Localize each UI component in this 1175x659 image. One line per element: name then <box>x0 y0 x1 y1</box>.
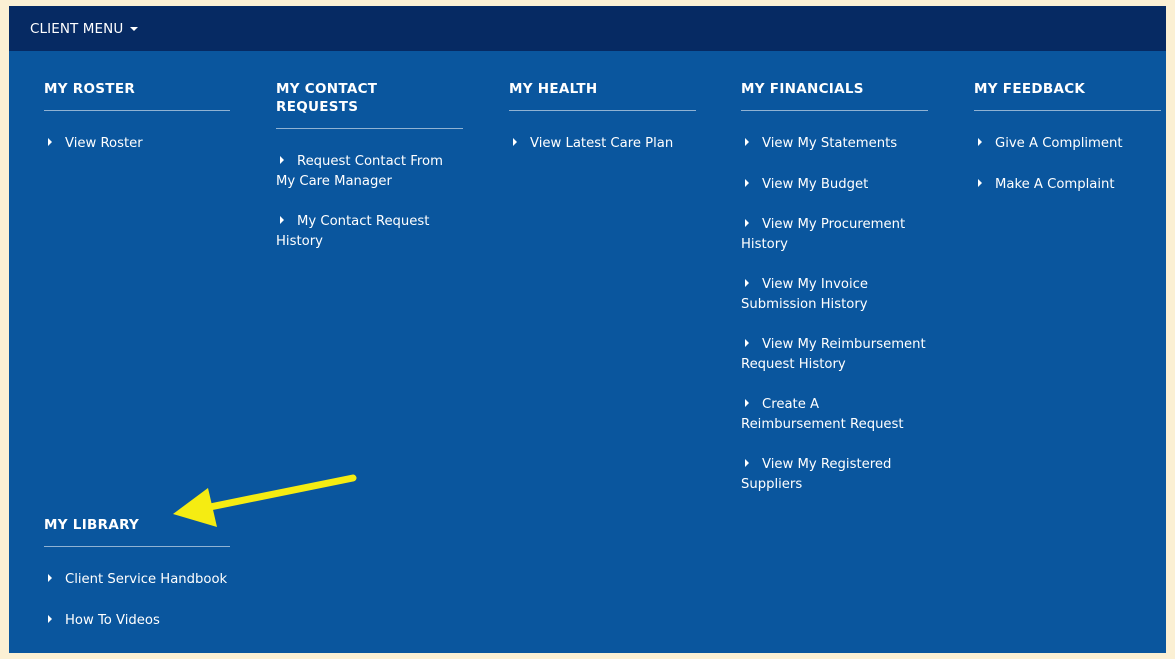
link-view-my-reimbursement-request-history[interactable] <box>741 335 928 374</box>
section-title-my-financials: MY FINANCIALS <box>741 81 864 97</box>
link-request-contact[interactable] <box>276 152 463 191</box>
section-title-my-health: MY HEALTH <box>509 81 598 97</box>
triangle-right-icon <box>745 399 749 407</box>
triangle-right-icon <box>978 138 982 146</box>
triangle-right-icon <box>48 615 52 623</box>
triangle-right-icon <box>745 459 749 467</box>
triangle-right-icon <box>745 179 749 187</box>
section-my-health <box>509 80 696 175</box>
link-view-roster[interactable] <box>44 134 230 154</box>
triangle-right-icon <box>48 138 52 146</box>
section-divider <box>974 110 1161 111</box>
section-divider <box>741 110 928 111</box>
health-links <box>509 134 696 154</box>
link-label: View My Reimbursement Request History <box>741 337 926 372</box>
link-label: Give A Compliment <box>995 136 1123 151</box>
link-label: View Roster <box>65 136 143 151</box>
link-view-my-procurement-history[interactable] <box>741 215 928 254</box>
link-label: Request Contact From My Care Manager <box>276 154 443 189</box>
section-divider <box>44 110 230 111</box>
link-how-to-videos[interactable] <box>44 611 230 631</box>
link-label: View My Procurement History <box>741 217 906 252</box>
triangle-right-icon <box>745 339 749 347</box>
section-title-my-contact-requests: MY CONTACT REQUESTS <box>276 81 378 115</box>
triangle-right-icon <box>745 219 749 227</box>
link-client-service-handbook[interactable] <box>44 570 230 590</box>
section-divider <box>509 110 696 111</box>
section-divider <box>276 128 463 129</box>
caret-down-icon <box>130 27 138 31</box>
link-label: View My Budget <box>762 176 869 192</box>
section-my-financials <box>741 80 928 515</box>
link-label: Client Service Handbook <box>65 572 228 587</box>
link-view-my-statements[interactable] <box>741 134 928 154</box>
link-label: Make A Complaint <box>995 176 1115 192</box>
section-my-library <box>44 516 230 651</box>
triangle-right-icon <box>513 138 517 146</box>
section-title-my-library: MY LIBRARY <box>44 517 140 533</box>
financials-links <box>741 134 928 494</box>
link-view-my-invoice-submission-history[interactable] <box>741 275 928 314</box>
link-contact-request-history[interactable] <box>276 212 463 251</box>
link-view-my-budget[interactable] <box>741 175 928 195</box>
link-view-my-registered-suppliers[interactable] <box>741 455 928 494</box>
top-bar <box>9 6 1166 51</box>
link-label: How To Videos <box>65 612 160 628</box>
link-create-reimbursement-request[interactable] <box>741 395 928 434</box>
client-menu-toggle[interactable] <box>30 6 138 51</box>
link-label: My Contact Request History <box>276 214 430 249</box>
link-make-a-complaint[interactable] <box>974 175 1161 195</box>
roster-links <box>44 134 230 154</box>
link-label: View Latest Care Plan <box>530 136 674 151</box>
section-divider <box>44 546 230 547</box>
section-my-feedback <box>974 80 1161 215</box>
client-menu-panel <box>9 6 1166 653</box>
link-label: Create A Reimbursement Request <box>741 397 904 432</box>
library-links <box>44 570 230 630</box>
client-menu-label: CLIENT MENU <box>30 20 124 37</box>
section-my-roster <box>44 80 230 175</box>
triangle-right-icon <box>280 156 284 164</box>
section-my-contact-requests <box>276 80 463 272</box>
triangle-right-icon <box>745 279 749 287</box>
triangle-right-icon <box>48 574 52 582</box>
contact-request-links <box>276 152 463 251</box>
feedback-links <box>974 134 1161 194</box>
link-label: View My Invoice Submission History <box>741 277 869 312</box>
link-view-latest-care-plan[interactable] <box>509 134 696 154</box>
section-title-my-roster: MY ROSTER <box>44 81 136 97</box>
section-title-my-feedback: MY FEEDBACK <box>974 81 1086 97</box>
link-label: View My Registered Suppliers <box>741 457 892 492</box>
link-give-a-compliment[interactable] <box>974 134 1161 154</box>
triangle-right-icon <box>978 179 982 187</box>
triangle-right-icon <box>280 216 284 224</box>
link-label: View My Statements <box>762 136 898 151</box>
triangle-right-icon <box>745 138 749 146</box>
